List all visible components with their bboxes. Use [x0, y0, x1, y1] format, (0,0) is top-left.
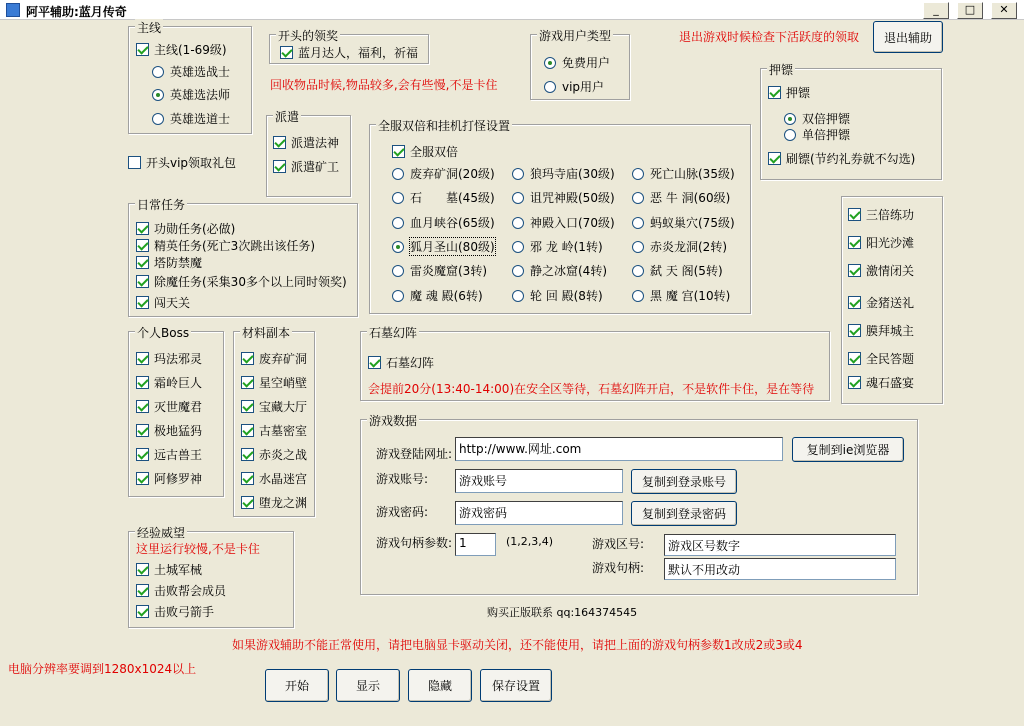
- checkbox-mark: [241, 448, 254, 461]
- user-type-legend: 游戏用户类型: [539, 29, 612, 43]
- radio-mark: [632, 241, 644, 253]
- exit-hint: 退出游戏时候检查下活跃度的领取: [679, 30, 860, 44]
- radio-mark: [392, 241, 404, 253]
- double-escort-radio[interactable]: 双倍押镖: [784, 110, 850, 127]
- event-checkbox[interactable]: [848, 374, 914, 391]
- checkbox-mark: [848, 352, 861, 365]
- checkbox-mark: [241, 376, 254, 389]
- option-label: 闯天关: [154, 296, 191, 310]
- radio-mark: [392, 168, 404, 180]
- material-checkbox[interactable]: [241, 374, 307, 391]
- daily-task-checkbox[interactable]: [136, 220, 235, 237]
- option-label: 邪 龙 岭(1转): [530, 240, 603, 254]
- url-input[interactable]: http://www.网址.com: [455, 437, 783, 461]
- mainline-legend: 主线: [137, 21, 162, 35]
- radio-mark: [632, 290, 644, 302]
- map-radio[interactable]: [632, 189, 730, 206]
- option-label: 狐月圣山(80级): [410, 240, 495, 254]
- checkbox-mark: [848, 324, 861, 337]
- game-data-legend: 游戏数据: [369, 414, 418, 428]
- minimize-button[interactable]: _: [923, 2, 949, 19]
- material-checkbox[interactable]: [241, 422, 307, 439]
- checkbox-mark: [848, 236, 861, 249]
- material-checkbox[interactable]: [241, 398, 307, 415]
- radio-mark: [512, 241, 524, 253]
- option-label: 魂石盛宴: [866, 376, 915, 390]
- option-label: 狼玛寺庙(30级): [530, 167, 615, 181]
- event-checkbox[interactable]: [848, 206, 914, 223]
- map-radio[interactable]: [392, 165, 495, 182]
- map-radio[interactable]: [392, 287, 483, 304]
- checkbox-mark: [241, 400, 254, 413]
- daily-task-checkbox[interactable]: [136, 237, 315, 254]
- option-label: 功勋任务(必做): [154, 222, 236, 236]
- map-radio[interactable]: [512, 262, 607, 279]
- radio-mark: [512, 217, 524, 229]
- checkbox-mark: [136, 563, 149, 576]
- checkbox-mark: [136, 424, 149, 437]
- exp-checkbox[interactable]: [136, 603, 214, 620]
- checkbox-mark: [848, 296, 861, 309]
- option-label: 远古兽王: [154, 448, 203, 462]
- checkbox-mark: [136, 376, 149, 389]
- tomb-note: 会提前20分(13:40-14:00)在安全区等待，石墓幻阵开启，不是软件卡住，是在等待: [368, 382, 815, 396]
- option-label: 精英任务(死亡3次跳出该任务): [154, 239, 315, 253]
- map-radio[interactable]: [632, 165, 735, 182]
- radio-mark: [632, 265, 644, 277]
- material-checkbox[interactable]: [241, 470, 307, 487]
- option-label: 除魔任务(采集30多个以上同时领奖): [154, 275, 347, 289]
- option-label: 阳光沙滩: [866, 236, 915, 250]
- boss-checkbox[interactable]: [136, 470, 202, 487]
- boss-checkbox[interactable]: [136, 422, 202, 439]
- boss-legend: 个人Boss: [137, 326, 190, 340]
- option-label: 全民答题: [866, 352, 915, 366]
- checkbox-mark: [136, 239, 149, 252]
- checkbox-mark: [136, 400, 149, 413]
- option-label: 赤炎龙洞(2转): [650, 240, 727, 254]
- checkbox-mark: [136, 222, 149, 235]
- option-label: 诅咒神殿(50级): [530, 191, 615, 205]
- radio-mark: [392, 192, 404, 204]
- option-label: 灭世魔君: [154, 400, 203, 414]
- event-checkbox[interactable]: [848, 234, 914, 251]
- url-label: 游戏登陆网址:: [376, 447, 453, 461]
- checkbox-mark: [136, 605, 149, 618]
- checkbox-mark: [848, 208, 861, 221]
- copy-password-button[interactable]: 复制到登录密码: [631, 501, 737, 526]
- checkbox-mark: [136, 275, 149, 288]
- handle-param-label: 游戏句柄参数:: [376, 536, 453, 550]
- account-label: 游戏账号:: [376, 472, 429, 486]
- checkbox-mark: [241, 352, 254, 365]
- server-double-checkbox[interactable]: 全服双倍: [392, 143, 458, 160]
- option-label: 膜拜城主: [866, 324, 915, 338]
- option-label: 星空峭壁: [259, 376, 308, 390]
- daily-task-checkbox[interactable]: [136, 273, 347, 290]
- option-label: 弑 天 阁(5转): [650, 264, 723, 278]
- map-radio[interactable]: [392, 214, 495, 231]
- free-user-radio[interactable]: 免费用户: [544, 54, 610, 71]
- radio-mark: [632, 168, 644, 180]
- option-label: 废弃矿洞: [259, 352, 308, 366]
- option-label: 玛法邪灵: [154, 352, 203, 366]
- hero-warrior-radio[interactable]: 英雄选战士: [152, 63, 230, 80]
- boss-checkbox[interactable]: [136, 446, 202, 463]
- exp-checkbox[interactable]: [136, 561, 202, 578]
- buy-contact: 购买正版联系 qq:164374545: [487, 606, 638, 619]
- maximize-button[interactable]: □: [957, 2, 983, 19]
- single-escort-radio[interactable]: 单倍押镖: [784, 126, 850, 143]
- option-label: 废弃矿洞(20级): [410, 167, 495, 181]
- dispatch-legend: 派遣: [275, 110, 300, 124]
- checkbox-mark: [136, 256, 149, 269]
- double-legend: 全服双倍和挂机打怪设置: [378, 119, 511, 133]
- option-label: 黑 魔 宫(10转): [650, 289, 731, 303]
- map-radio[interactable]: [392, 262, 487, 279]
- save-settings-button[interactable]: 保存设置: [480, 669, 552, 702]
- password-label: 游戏密码:: [376, 505, 429, 519]
- option-label: 激情闭关: [866, 264, 915, 278]
- option-label: 堕龙之渊: [259, 496, 308, 510]
- event-checkbox[interactable]: [848, 350, 914, 367]
- handle-param-input[interactable]: 1: [455, 533, 496, 556]
- dispatch-group: [266, 110, 351, 197]
- option-label: 蚂蚁巢穴(75级): [650, 216, 735, 230]
- radio-mark: [392, 217, 404, 229]
- copy-account-button[interactable]: 复制到登录账号: [631, 469, 737, 494]
- map-radio[interactable]: [512, 214, 615, 231]
- radio-mark: [632, 192, 644, 204]
- copy-url-button[interactable]: 复制到ie浏览器: [792, 437, 904, 462]
- exp-note: 这里运行较慢,不是卡住: [136, 542, 260, 556]
- checkbox-mark: [136, 296, 149, 309]
- boss-checkbox[interactable]: [136, 374, 202, 391]
- mainline-checkbox[interactable]: 主线(1-69级): [136, 41, 227, 58]
- option-label: 击败弓箭手: [154, 605, 215, 619]
- vip-gift-checkbox[interactable]: 开头vip领取礼包: [128, 154, 236, 171]
- material-legend: 材料副本: [242, 326, 291, 340]
- exp-legend: 经验威望: [137, 526, 186, 540]
- boss-checkbox[interactable]: [136, 398, 202, 415]
- zone-input[interactable]: 游戏区号数字: [664, 534, 896, 556]
- zone-label: 游戏区号:: [592, 537, 645, 551]
- hide-button[interactable]: 隐藏: [408, 669, 472, 702]
- checkbox-mark: [136, 472, 149, 485]
- map-radio[interactable]: [512, 165, 615, 182]
- event-checkbox[interactable]: [848, 294, 914, 311]
- option-label: 雷炎魔窟(3转): [410, 264, 487, 278]
- account-input[interactable]: 游戏账号: [455, 469, 623, 493]
- driver-warning: 如果游戏辅助不能正常使用，请把电脑显卡驱动关闭，还不能使用，请把上面的游戏句柄参数1改成2或3或4: [232, 638, 803, 652]
- option-label: 阿修罗神: [154, 472, 203, 486]
- map-radio[interactable]: [632, 238, 727, 255]
- checkbox-mark: [241, 496, 254, 509]
- material-checkbox[interactable]: [241, 446, 307, 463]
- tomb-legend: 石墓幻阵: [369, 326, 418, 340]
- option-label: 击败帮会成员: [154, 584, 227, 598]
- option-label: 石 墓(45级): [410, 191, 495, 205]
- hero-mage-radio[interactable]: 英雄选法师: [152, 86, 230, 103]
- boss-checkbox[interactable]: [136, 350, 202, 367]
- daily-task-checkbox[interactable]: [136, 254, 202, 271]
- exit-button[interactable]: 退出辅助: [873, 21, 943, 53]
- opening-reward-checkbox[interactable]: 蓝月达人，福利，祈福: [280, 44, 418, 61]
- radio-mark: [512, 168, 524, 180]
- checkbox-mark: [241, 472, 254, 485]
- option-label: 宝藏大厅: [259, 400, 308, 414]
- radio-mark: [512, 265, 524, 277]
- escort-legend: 押镖: [769, 63, 794, 77]
- option-label: 赤炎之战: [259, 448, 308, 462]
- option-label: 魔 魂 殿(6转): [410, 289, 483, 303]
- radio-mark: [392, 290, 404, 302]
- refresh-escort-checkbox[interactable]: 刷镖(节约礼券就不勾选): [768, 150, 915, 167]
- map-radio[interactable]: [512, 189, 615, 206]
- hwnd-label: 游戏句柄:: [592, 561, 645, 575]
- radio-mark: [632, 217, 644, 229]
- escort-checkbox[interactable]: 押镖: [768, 84, 810, 101]
- option-label: 神殿入口(70级): [530, 216, 615, 230]
- title-bar: [0, 0, 1024, 20]
- radio-mark: [512, 192, 524, 204]
- start-button[interactable]: 开始: [265, 669, 329, 702]
- map-radio[interactable]: [392, 189, 495, 206]
- opening-legend: 开头的领奖: [278, 29, 339, 43]
- option-label: 三倍练功: [866, 208, 915, 222]
- material-checkbox[interactable]: [241, 350, 307, 367]
- option-label: 死亡山脉(35级): [650, 167, 735, 181]
- checkbox-mark: [848, 264, 861, 277]
- radio-mark: [512, 290, 524, 302]
- window-title: 阿平辅助:蓝月传奇: [26, 5, 127, 19]
- event-checkbox[interactable]: [848, 322, 914, 339]
- event-checkbox[interactable]: [848, 262, 914, 279]
- radio-mark: [392, 265, 404, 277]
- option-label: 静之冰窟(4转): [530, 264, 607, 278]
- daily-legend: 日常任务: [137, 198, 186, 212]
- dispatch-mage-checkbox[interactable]: 派遣法神: [273, 134, 339, 151]
- option-label: 塔防禁魔: [154, 256, 203, 270]
- password-input[interactable]: 游戏密码: [455, 501, 623, 525]
- option-label: 金猪送礼: [866, 296, 915, 310]
- close-button[interactable]: ✕: [991, 2, 1017, 19]
- checkbox-mark: [848, 376, 861, 389]
- checkbox-mark: [241, 424, 254, 437]
- hero-taoist-radio[interactable]: 英雄选道士: [152, 110, 230, 127]
- checkbox-mark: [136, 448, 149, 461]
- material-checkbox[interactable]: [241, 494, 307, 511]
- option-label: 极地猛犸: [154, 424, 203, 438]
- map-radio[interactable]: [632, 214, 735, 231]
- recycle-warning: 回收物品时候,物品较多,会有些慢,不是卡住: [270, 78, 498, 92]
- resolution-note: 电脑分辨率要调到1280x1024以上: [8, 662, 197, 676]
- map-radio[interactable]: [632, 262, 723, 279]
- map-radio[interactable]: [512, 238, 603, 255]
- exp-checkbox[interactable]: [136, 582, 226, 599]
- show-button[interactable]: 显示: [336, 669, 400, 702]
- option-label: 土城军械: [154, 563, 203, 577]
- checkbox-mark: [136, 584, 149, 597]
- map-radio[interactable]: [512, 287, 603, 304]
- checkbox-mark: [136, 352, 149, 365]
- daily-task-checkbox[interactable]: [136, 294, 190, 311]
- option-label: 水晶迷宫: [259, 472, 308, 486]
- map-radio[interactable]: [392, 238, 495, 255]
- option-label: 血月峡谷(65级): [410, 216, 495, 230]
- hwnd-input[interactable]: 默认不用改动: [664, 558, 896, 580]
- app-icon: [6, 3, 20, 17]
- option-label: 恶 牛 洞(60级): [650, 191, 731, 205]
- dispatch-miner-checkbox[interactable]: 派遣矿工: [273, 158, 339, 175]
- vip-user-radio[interactable]: vip用户: [544, 78, 604, 95]
- handle-param-hint: (1,2,3,4): [506, 535, 554, 548]
- option-label: 霜岭巨人: [154, 376, 203, 390]
- option-label: 古墓密室: [259, 424, 308, 438]
- map-radio[interactable]: [632, 287, 730, 304]
- tomb-checkbox[interactable]: 石墓幻阵: [368, 354, 434, 371]
- option-label: 轮 回 殿(8转): [530, 289, 603, 303]
